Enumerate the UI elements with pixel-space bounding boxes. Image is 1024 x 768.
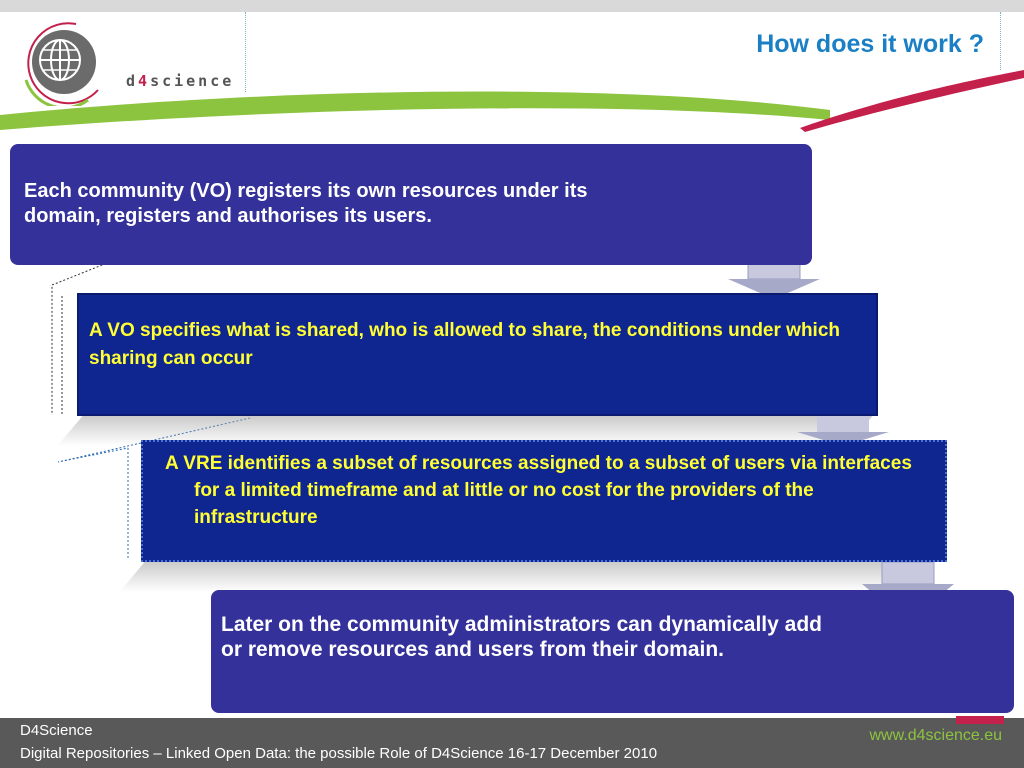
step-text: A VO specifies what is shared, who is allowed to share, the conditions under which sharing can occur — [89, 320, 841, 369]
step-text: Each community (VO) registers its own resources under its domain, registers and authorises its users. — [24, 180, 588, 227]
step-box-2 — [77, 293, 878, 416]
step-box-3 — [141, 440, 947, 562]
box-shadow — [119, 562, 934, 592]
page-title: How does it work ? — [756, 30, 984, 58]
step-text: A VRE identifies a subset of resources assigned to a subset of users via interfaces for a limited timeframe and at little or no cost for the providers of the infrastructure — [165, 453, 912, 528]
footer-org: D4Science — [20, 722, 93, 739]
logo-text: d4science — [126, 72, 235, 90]
footer-subtitle: Digital Repositories – Linked Open Data: the possible Role of D4Science 16-17 December 2010 — [20, 745, 658, 762]
step-box-1 — [10, 144, 812, 265]
step-box-4 — [211, 590, 1014, 713]
footer-url-link[interactable]: www.d4science.eu — [869, 727, 1002, 744]
footer-accent — [956, 716, 1004, 724]
step-text: Later on the community administrators can dynamically add or remove resources and users from their domain. — [221, 613, 822, 661]
